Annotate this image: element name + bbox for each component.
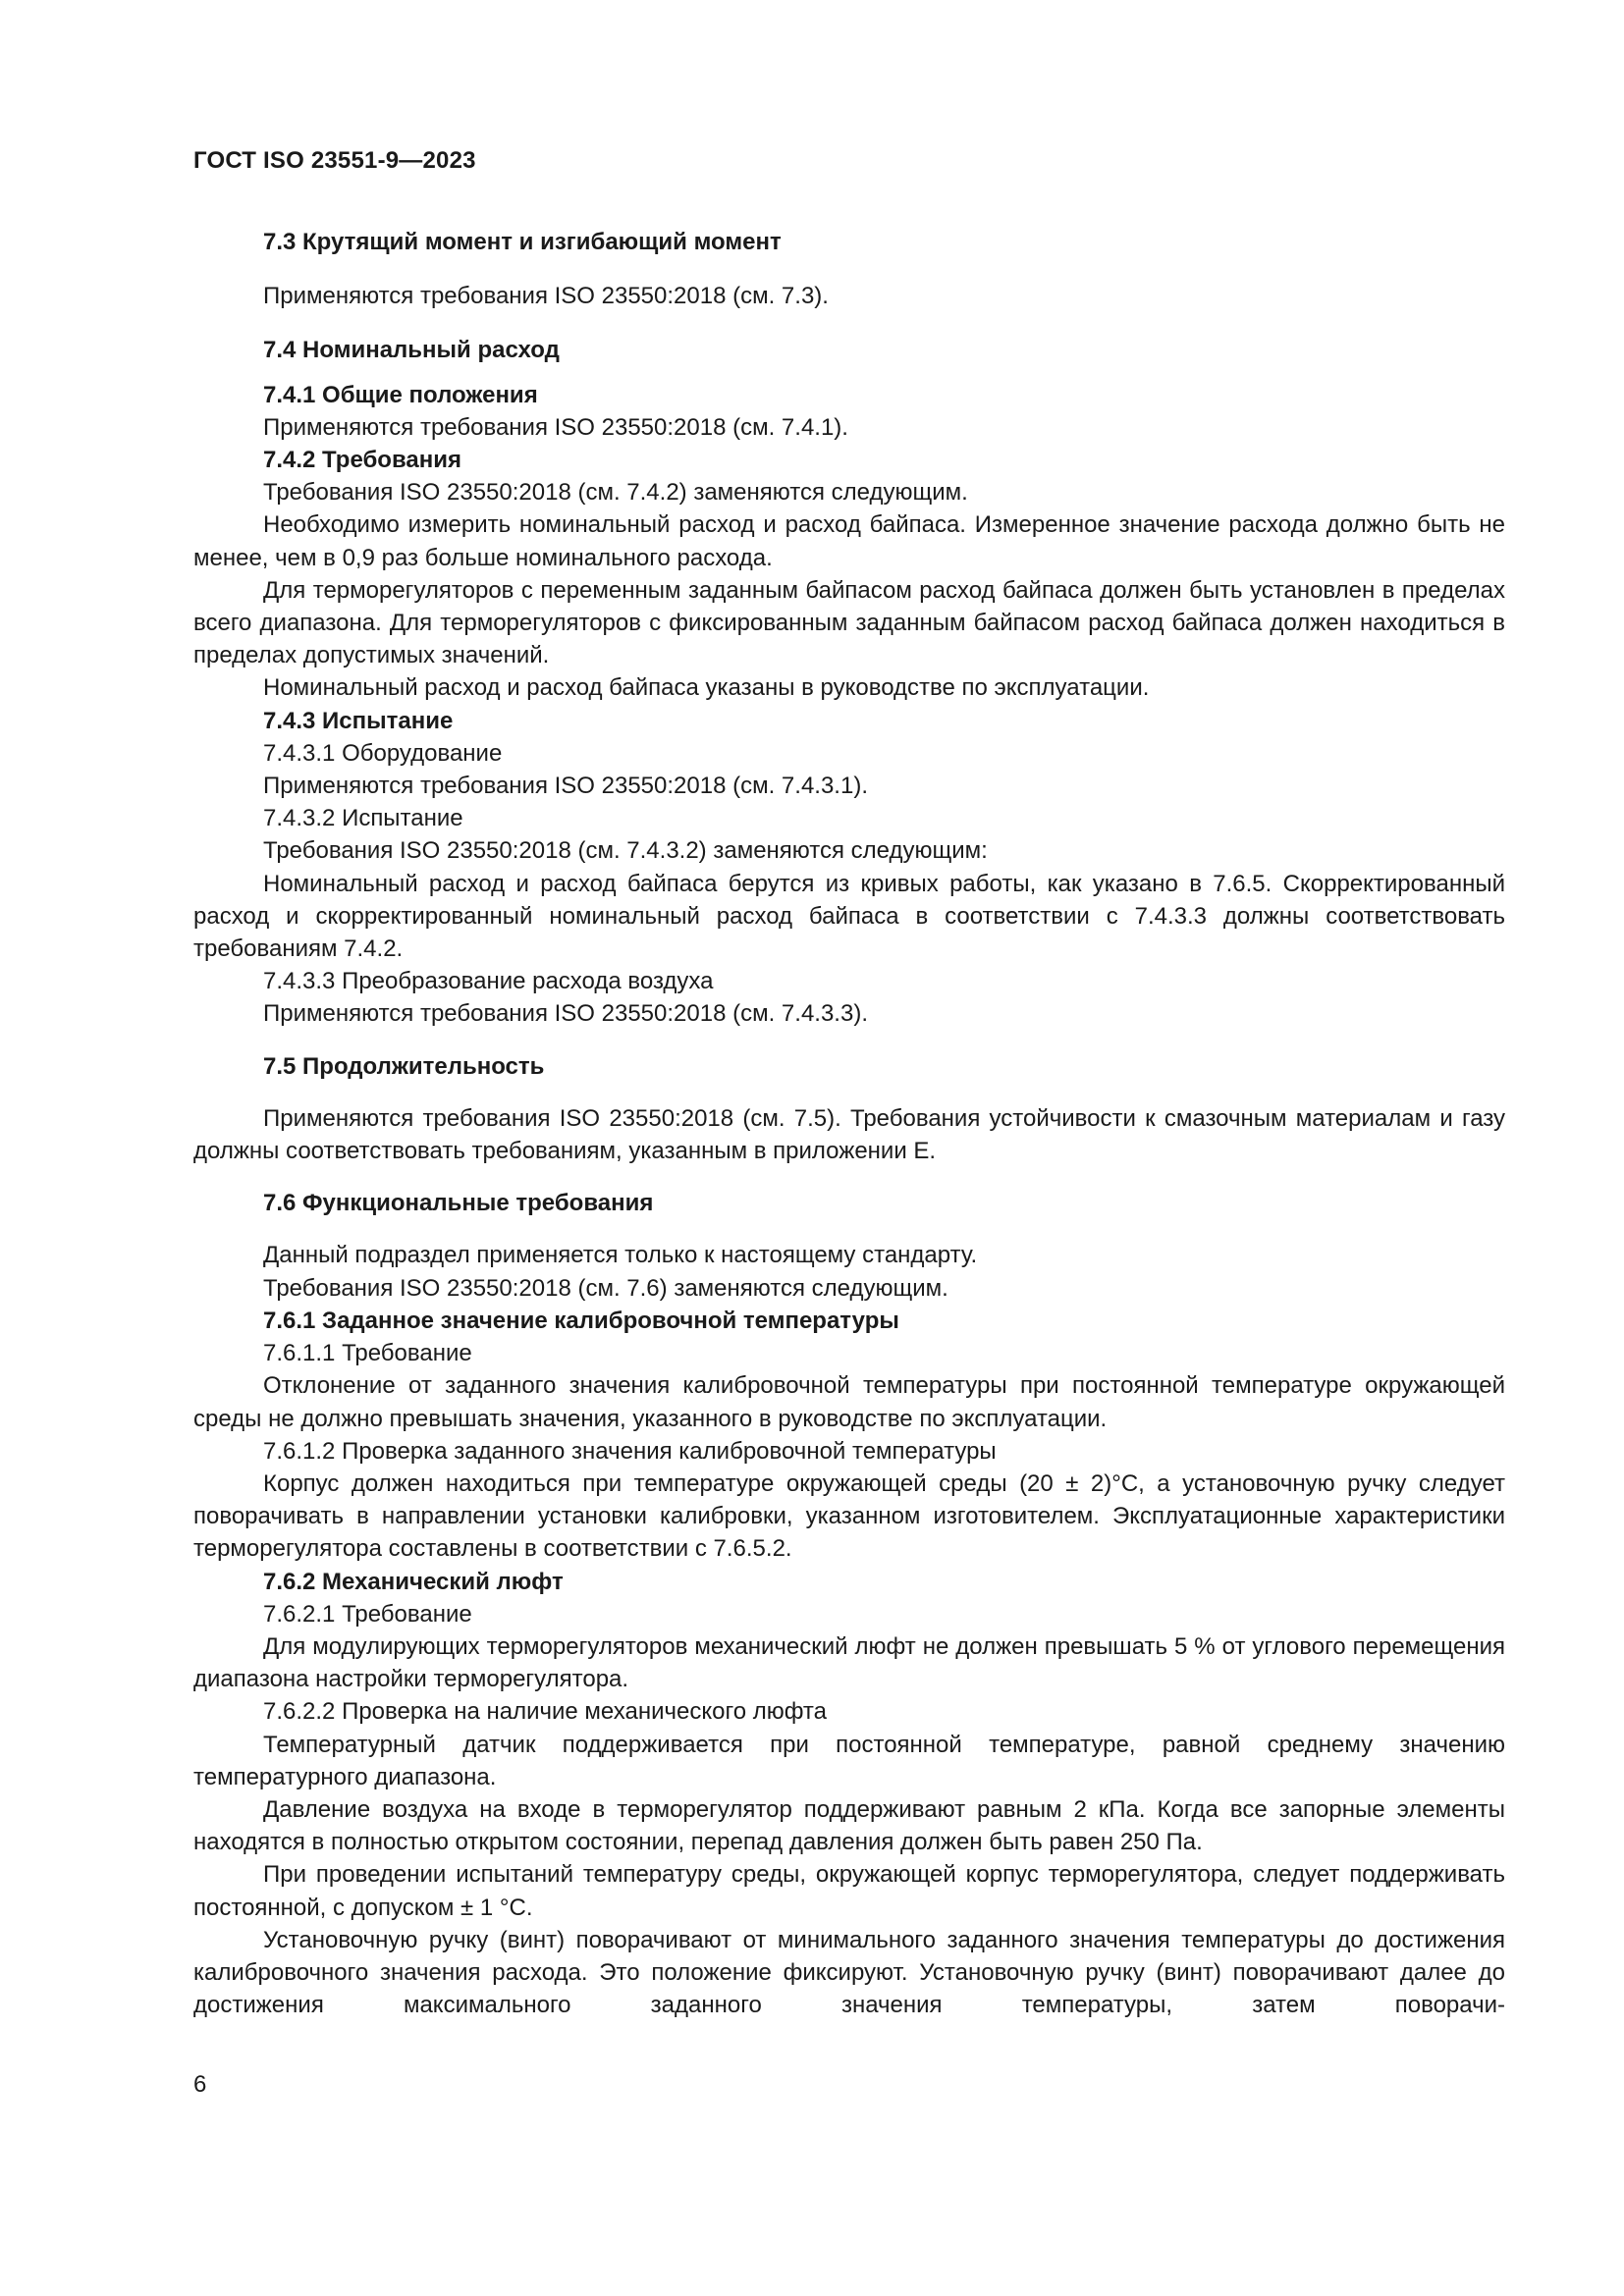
section-heading-7-4: 7.4 Номинальный расход	[263, 337, 560, 364]
document-body	[193, 226, 1505, 2021]
paragraph: Данный подраздел применяется только к настоящему стандарту.	[263, 1242, 978, 1269]
paragraph: Необходимо измерить номинальный расход и расход байпаса. Измеренное значение расхода должно быть не менее, чем в 0,9 раз больше номинального расхода.	[193, 511, 1505, 571]
section-heading-7-6: 7.6 Функциональные требования	[263, 1190, 654, 1217]
paragraph: Применяются требования ISO 23550:2018 (см. 7.3).	[263, 283, 829, 310]
paragraph: Корпус должен находиться при температуре окружающей среды (20 ± 2)°С, а установочную ручку следует поворачивать в направлении установки калибровки, указанном изготовителем. Эксплуатационные характеристики терморегулятора составлены в соответствии с 7.6.5.2.	[193, 1469, 1505, 1563]
paragraph: Номинальный расход и расход байпаса указаны в руководстве по эксплуатации.	[263, 674, 1150, 702]
subsection-heading-7-4-2: 7.4.2 Требования	[263, 447, 462, 474]
paragraph: Отклонение от заданного значения калибровочной температуры при постоянной температуре окружающей среды не должно превышать значения, указанного в руководстве по эксплуатации.	[193, 1372, 1505, 1432]
paragraph: Применяются требования ISO 23550:2018 (см. 7.4.1).	[263, 413, 848, 441]
subsection-heading-7-4-1: 7.4.1 Общие положения	[263, 381, 538, 408]
section-heading-7-3: 7.3 Крутящий момент и изгибающий момент	[263, 229, 782, 255]
paragraph: Применяются требования ISO 23550:2018 (см. 7.4.3.1).	[263, 773, 868, 800]
clause-heading-7-6-1-1: 7.6.1.1 Требование	[263, 1340, 472, 1367]
document-code-header: ГОСТ ISO 23551-9—2023	[193, 147, 476, 174]
clause-heading-7-4-3-2: 7.4.3.2 Испытание	[263, 805, 463, 832]
paragraph: Для терморегуляторов с переменным заданным байпасом расход байпаса должен быть установлен в пределах всего диапазона. Для терморегуляторов с фиксированным заданным байпасом расход байпаса должен находиться в пределах допустимых значений.	[193, 576, 1505, 669]
paragraph: При проведении испытаний температуру среды, окружающей корпус терморегулятора, следует поддерживать постоянной, с допуском ± 1 °С.	[193, 1861, 1505, 1921]
paragraph: Номинальный расход и расход байпаса берутся из кривых работы, как указано в 7.6.5. Скорректированный расход и скорректированный номинальный расход байпаса в соответствии с 7.4.3.3 должны соответствовать требованиям 7.4.2.	[193, 870, 1505, 963]
paragraph: Для модулирующих терморегуляторов механический люфт не должен превышать 5 % от углового перемещения диапазона настройки терморегулятора.	[193, 1632, 1505, 1693]
paragraph: Требования ISO 23550:2018 (см. 7.6) заменяются следующим.	[263, 1274, 948, 1302]
paragraph: Требования ISO 23550:2018 (см. 7.4.2) заменяются следующим.	[263, 479, 968, 507]
paragraph: Применяются требования ISO 23550:2018 (см. 7.4.3.3).	[263, 1000, 868, 1028]
clause-heading-7-4-3-1: 7.4.3.1 Оборудование	[263, 739, 503, 767]
paragraph: Требования ISO 23550:2018 (см. 7.4.3.2) заменяются следующим:	[263, 837, 988, 865]
clause-heading-7-6-2-1: 7.6.2.1 Требование	[263, 1600, 472, 1628]
clause-heading-7-6-1-2: 7.6.1.2 Проверка заданного значения калибровочной температуры	[263, 1437, 997, 1465]
subsection-heading-7-6-2: 7.6.2 Механический люфт	[263, 1568, 564, 1595]
paragraph: Применяются требования ISO 23550:2018 (см. 7.5). Требования устойчивости к смазочным материалам и газу должны соответствовать требованиям, указанным в приложении Е.	[193, 1104, 1505, 1165]
paragraph: Установочную ручку (винт) поворачивают от минимального заданного значения температуры до достижения калибровочного значения расхода. Это положение фиксируют. Установочную ручку (винт) поворачивают далее до достижения максимального заданного значения температуры, затем поворачи-	[193, 1926, 1505, 2019]
page-number: 6	[193, 2071, 207, 2098]
clause-heading-7-4-3-3: 7.4.3.3 Преобразование расхода воздуха	[263, 968, 714, 995]
subsection-heading-7-6-1: 7.6.1 Заданное значение калибровочной температуры	[263, 1307, 899, 1334]
subsection-heading-7-4-3: 7.4.3 Испытание	[263, 707, 454, 734]
clause-heading-7-6-2-2: 7.6.2.2 Проверка на наличие механического люфта	[263, 1698, 827, 1726]
section-heading-7-5: 7.5 Продолжительность	[263, 1052, 545, 1080]
paragraph: Температурный датчик поддерживается при постоянной температуре, равной среднему значению температурного диапазона.	[193, 1731, 1505, 1790]
paragraph: Давление воздуха на входе в терморегулятор поддерживают равным 2 кПа. Когда все запорные элементы находятся в полностью открытом состоянии, перепад давления должен быть равен 250 Па.	[193, 1795, 1505, 1856]
